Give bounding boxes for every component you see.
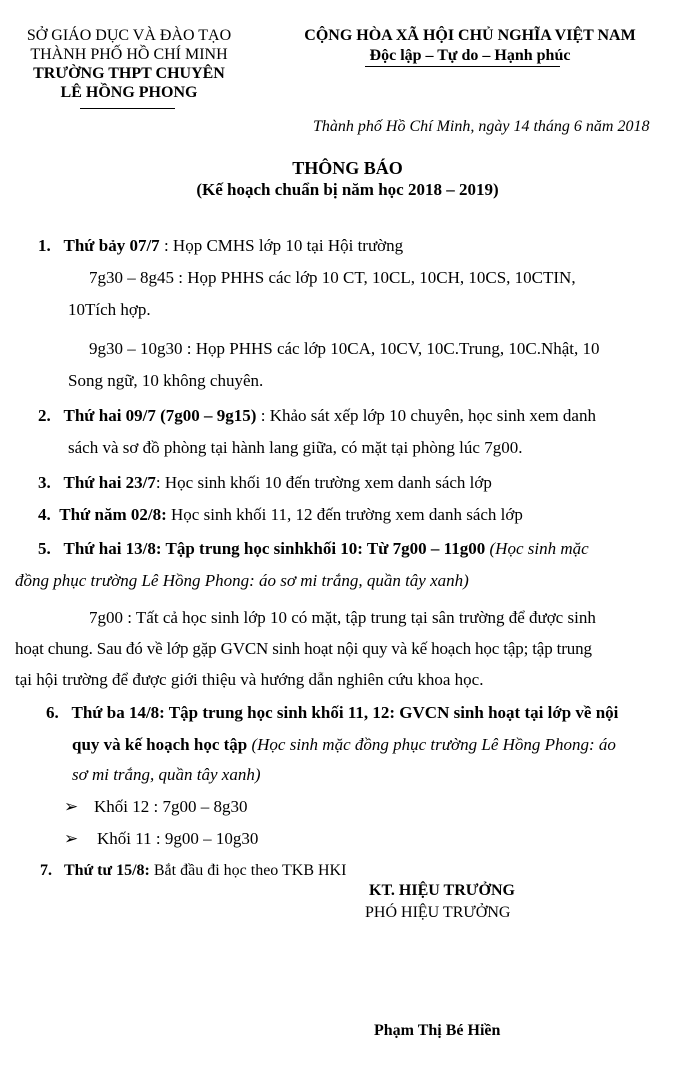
item-heading: Thứ bảy 07/7 <box>63 236 160 255</box>
item-heading: Thứ tư 15/8: <box>64 862 150 879</box>
item-4 <box>38 505 523 525</box>
document-subtitle: (Kế hoạch chuẩn bị năm học 2018 – 2019) <box>196 180 499 199</box>
date-line: Thành phố Hồ Chí Minh, ngày 14 tháng 6 năm 2018 <box>313 118 650 135</box>
item-note: (Học sinh mặc <box>489 539 589 558</box>
item-heading-cont: quy và kế hoạch học tập <box>72 735 248 754</box>
motto-underline <box>365 66 560 67</box>
item-1-sub-2-cont: Song ngữ, 10 không chuyên. <box>68 371 264 390</box>
arrow-bullet-icon: ➢ <box>64 829 79 848</box>
item-2 <box>38 406 596 426</box>
item-5-para-2: hoạt chung. Sau đó về lớp gặp GVCN sinh hoạt nội quy và kế hoạch học tập; tập trung <box>15 639 592 658</box>
item-5 <box>38 539 589 559</box>
item-1-sub-1: 7g30 – 8g45 : Họp PHHS các lớp 10 CT, 10CL, 10CH, 10CS, 10CTIN, <box>89 268 576 287</box>
item-number: 4. <box>38 505 51 524</box>
arrow-bullet-icon: ➢ <box>64 797 79 816</box>
item-heading: Thứ hai 13/8: Tập trung học sinhkhối 10: Từ 7g00 – 11g00 <box>63 539 486 558</box>
motto: Độc lập – Tự do – Hạnh phúc <box>369 47 571 64</box>
item-note: (Học sinh mặc đồng phục trường Lê Hồng Phong: áo <box>251 735 616 754</box>
item-5-para-1: 7g00 : Tất cả học sinh lớp 10 có mặt, tập trung tại sân trường để được sinh <box>89 608 596 627</box>
item-number: 7. <box>40 862 52 879</box>
item-1-sub-2: 9g30 – 10g30 : Họp PHHS các lớp 10CA, 10CV, 10C.Trung, 10C.Nhật, 10 <box>89 339 600 358</box>
item-heading: Thứ hai 23/7 <box>63 473 156 492</box>
agency-line-2: THÀNH PHỐ HỒ CHÍ MINH <box>30 46 228 63</box>
item-3 <box>38 473 492 493</box>
agency-underline <box>80 108 175 109</box>
item-6-note-cont: sơ mi trắng, quần tây xanh) <box>72 765 261 784</box>
item-heading: Thứ ba 14/8: Tập trung học sinh khối 11, 12: GVCN sinh hoạt tại lớp về nội <box>71 703 619 722</box>
item-text: Học sinh khối 11, 12 đến trường xem danh sách lớp <box>171 505 523 524</box>
item-heading: Thứ năm 02/8: <box>59 505 167 524</box>
signer-name: Phạm Thị Bé Hiền <box>374 1022 501 1039</box>
item-number: 1. <box>38 236 51 255</box>
item-text: : Học sinh khối 10 đến trường xem danh sách lớp <box>155 473 492 492</box>
item-1 <box>38 236 403 256</box>
item-number: 2. <box>38 406 51 425</box>
country-name: CỘNG HÒA XÃ HỘI CHỦ NGHĨA VIỆT NAM <box>304 27 636 44</box>
item-text: Bắt đầu đi học theo TKB HKI <box>153 862 347 879</box>
item-5-note-cont: đồng phục trường Lê Hồng Phong: áo sơ mi trắng, quần tây xanh) <box>15 571 469 590</box>
agency-line-1: SỞ GIÁO DỤC VÀ ĐÀO TẠO <box>26 27 232 44</box>
item-6-cont <box>72 735 616 755</box>
bullet-item <box>64 829 258 849</box>
item-1-sub-1-cont: 10Tích hợp. <box>68 300 151 319</box>
item-text: : Khảo sát xếp lớp 10 chuyên, học sinh xem danh <box>260 406 596 425</box>
national-motto-header <box>270 26 670 66</box>
item-heading: Thứ hai 09/7 (7g00 – 9g15) <box>63 406 257 425</box>
signature-position: PHÓ HIỆU TRƯỞNG <box>365 904 511 921</box>
item-number: 5. <box>38 539 51 558</box>
item-6 <box>46 703 618 723</box>
school-name-line-2: LÊ HỒNG PHONG <box>60 84 198 101</box>
item-2-cont: sách và sơ đồ phòng tại hành lang giữa, có mặt tại phòng lúc 7g00. <box>68 438 523 457</box>
item-number: 6. <box>46 703 59 722</box>
item-5-para-3: tại hội trường để được giới thiệu và hướng dẫn nghiên cứu khoa học. <box>15 670 484 689</box>
school-name-line-1: TRƯỜNG THPT CHUYÊN <box>33 65 225 82</box>
bullet-text: Khối 11 : 9g00 – 10g30 <box>97 829 259 848</box>
signature-title: KT. HIỆU TRƯỞNG <box>369 882 515 899</box>
document-title: THÔNG BÁO <box>292 158 403 178</box>
item-7 <box>40 862 346 880</box>
agency-header <box>0 26 258 102</box>
item-number: 3. <box>38 473 51 492</box>
bullet-item <box>64 797 247 817</box>
item-text: : Họp CMHS lớp 10 tại Hội trường <box>163 236 404 255</box>
bullet-text: Khối 12 : 7g00 – 8g30 <box>94 797 248 816</box>
